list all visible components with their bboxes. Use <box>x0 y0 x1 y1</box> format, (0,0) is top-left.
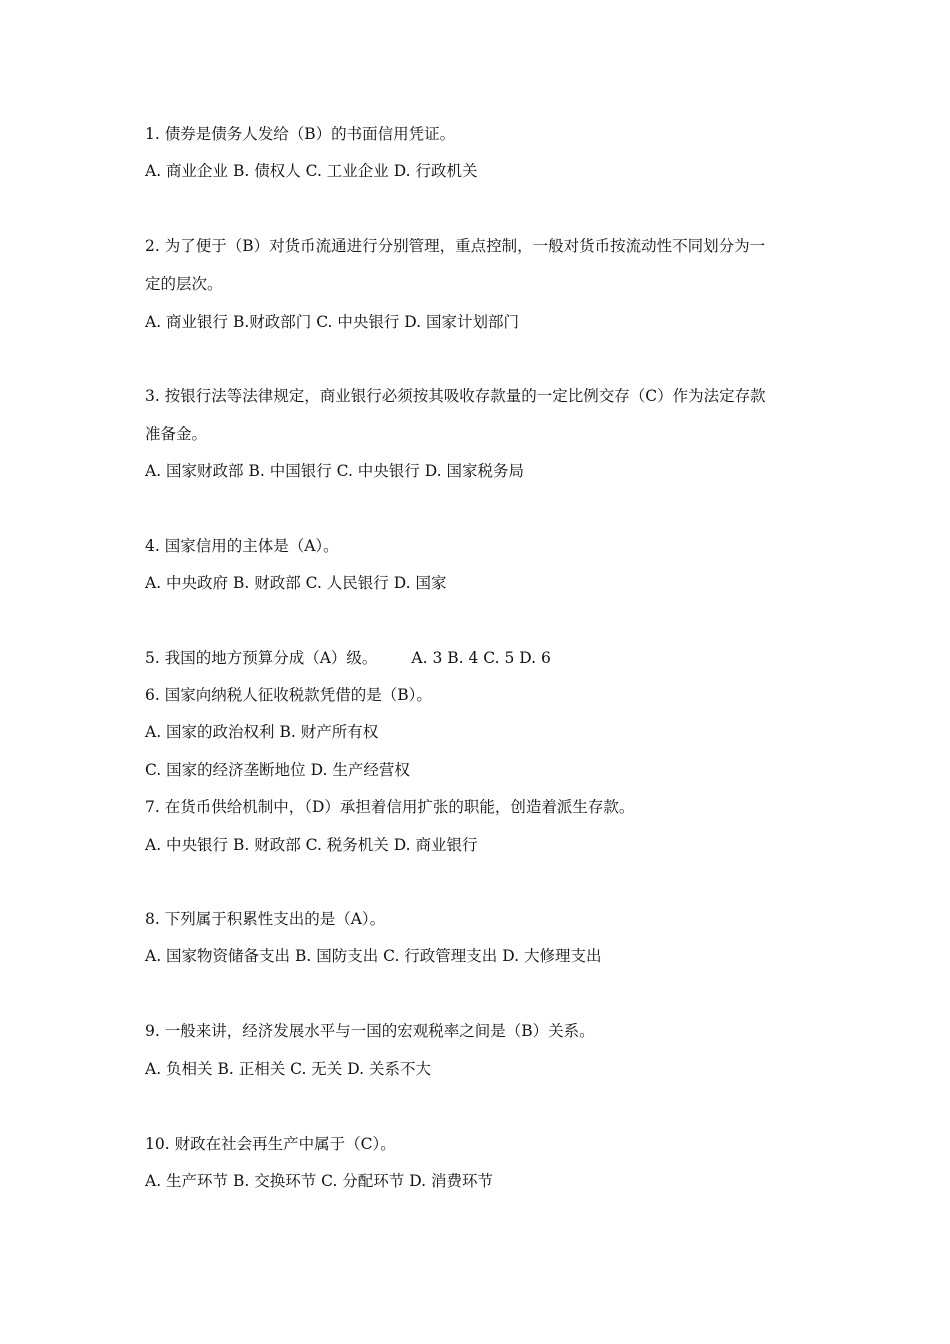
question-6-options-line2: C. 国家的经济垄断地位 D. 生产经营权 <box>145 761 410 779</box>
question-6-stem: 6. 国家向纳税人征收税款凭借的是（B）。 <box>145 686 432 704</box>
question-3-stem-line2: 准备金。 <box>145 425 208 443</box>
question-6-options-line1: A. 国家的政治权利 B. 财产所有权 <box>145 723 379 741</box>
question-10-stem: 10. 财政在社会再生产中属于（C）。 <box>145 1135 396 1153</box>
question-7-options: A. 中央银行 B. 财政部 C. 税务机关 D. 商业银行 <box>145 836 478 854</box>
question-1-options: A. 商业企业 B. 债权人 C. 工业企业 D. 行政机关 <box>145 162 478 180</box>
question-9-stem: 9. 一般来讲，经济发展水平与一国的宏观税率之间是（B）关系。 <box>145 1022 595 1040</box>
question-5-stem: 5. 我国的地方预算分成（A）级。 <box>145 649 378 667</box>
question-4-options: A. 中央政府 B. 财政部 C. 人民银行 D. 国家 <box>145 574 447 592</box>
question-8-stem: 8. 下列属于积累性支出的是（A）。 <box>145 910 386 928</box>
question-9-options: A. 负相关 B. 正相关 C. 无关 D. 关系不大 <box>145 1060 431 1078</box>
question-2-options: A. 商业银行 B.财政部门 C. 中央银行 D. 国家计划部门 <box>145 313 520 331</box>
question-3-stem-line1: 3. 按银行法等法律规定，商业银行必须按其吸收存款量的一定比例交存（C）作为法定存款 <box>145 387 766 405</box>
question-2-stem-line2: 定的层次。 <box>145 275 223 293</box>
question-2-stem-line1: 2. 为了便于（B）对货币流通进行分别管理，重点控制，一般对货币按流动性不同划分为一 <box>145 237 766 255</box>
question-5-line <box>145 648 825 668</box>
question-4-stem: 4. 国家信用的主体是（A）。 <box>145 537 339 555</box>
question-8-options: A. 国家物资储备支出 B. 国防支出 C. 行政管理支出 D. 大修理支出 <box>145 947 602 965</box>
question-5-options: A. 3 B. 4 C. 5 D. 6 <box>411 649 551 667</box>
question-7-stem: 7. 在货币供给机制中，（D）承担着信用扩张的职能，创造着派生存款。 <box>145 798 635 816</box>
question-1-stem: 1. 债券是债务人发给（B）的书面信用凭证。 <box>145 125 456 143</box>
question-10-options: A. 生产环节 B. 交换环节 C. 分配环节 D. 消费环节 <box>145 1172 493 1190</box>
question-3-options: A. 国家财政部 B. 中国银行 C. 中央银行 D. 国家税务局 <box>145 462 524 480</box>
